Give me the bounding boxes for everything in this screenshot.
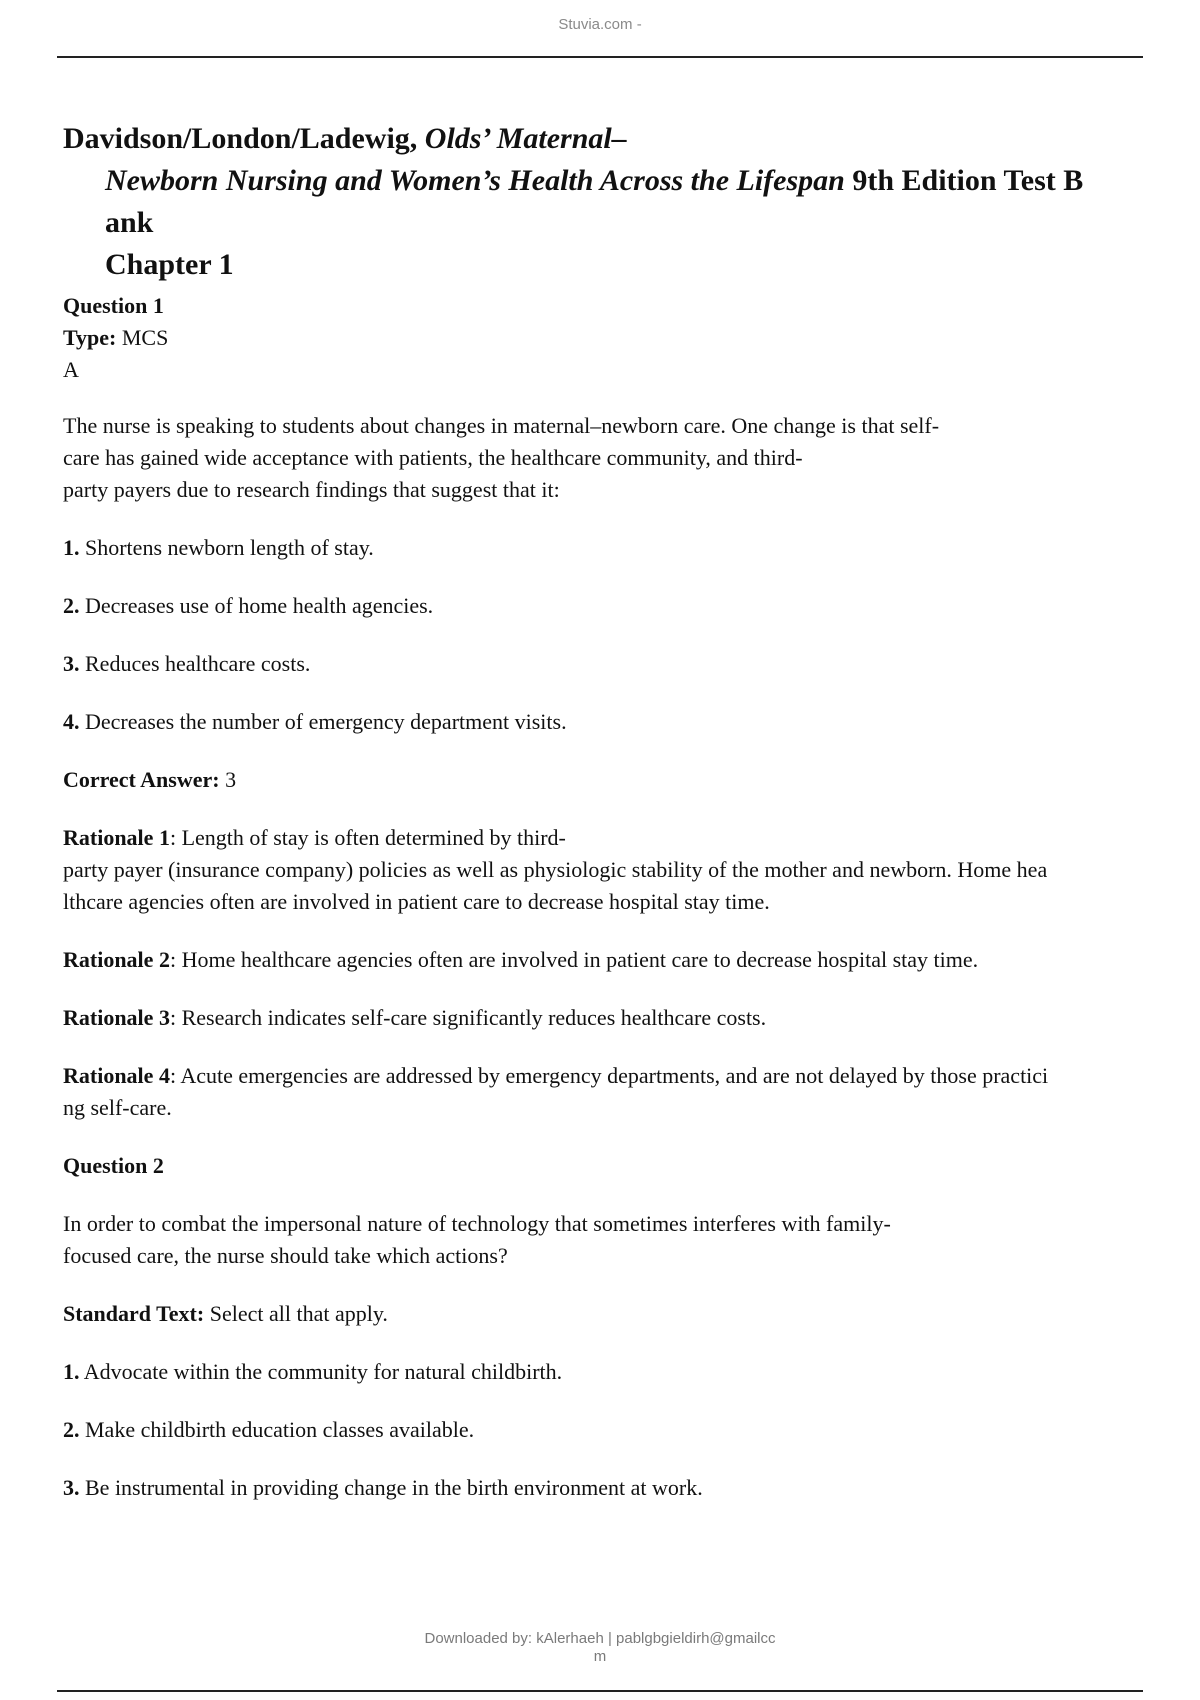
- type-label: Type:: [63, 325, 117, 350]
- stem-line: In order to combat the impersonal nature of technology that sometimes interferes with family-: [63, 1211, 891, 1236]
- rationale-label: Rationale 3: [63, 1005, 170, 1030]
- option-number: 4.: [63, 709, 80, 734]
- question-1-meta: [63, 290, 1173, 386]
- q2-option-2: [63, 1414, 1173, 1446]
- stem-line: The nurse is speaking to students about changes in maternal–newborn care. One change is that self-: [63, 413, 940, 438]
- q1-option-1: [63, 532, 1173, 564]
- question-2-heading: [63, 1150, 1173, 1182]
- q1-option-4: [63, 706, 1173, 738]
- standard-text-value: Select all that apply.: [204, 1301, 388, 1326]
- rationale-2: [63, 944, 1173, 976]
- stem-line: care has gained wide acceptance with patients, the healthcare community, and third-: [63, 445, 803, 470]
- title-edition: 9th Edition Test B: [844, 164, 1084, 197]
- rationale-text: party payer (insurance company) policies as well as physiologic stability of the mother and newborn. Home hea: [63, 857, 1048, 882]
- question-2-heading-text: Question 2: [63, 1153, 164, 1178]
- standard-text: [63, 1298, 1173, 1330]
- chapter-heading: Chapter 1: [105, 248, 234, 281]
- rationale-text: : Home healthcare agencies often are involved in patient care to decrease hospital stay time.: [169, 947, 979, 972]
- option-number: 1.: [63, 1359, 80, 1384]
- q1-option-2: [63, 590, 1173, 622]
- option-number: 2.: [63, 1417, 80, 1442]
- option-number: 1.: [63, 535, 80, 560]
- title-book-part2: Newborn Nursing and Women’s Health Across the Lifespan: [105, 164, 845, 197]
- question-1-letter: A: [63, 357, 79, 382]
- footer-line-1: Downloaded by: kAlerhaeh | pablgbgieldirh@gmailcc: [424, 1630, 776, 1647]
- correct-answer-value: 3: [219, 767, 237, 792]
- rationale-4: [63, 1060, 1173, 1124]
- option-text: Be instrumental in providing change in the birth environment at work.: [79, 1475, 703, 1500]
- option-text: Reduces healthcare costs.: [79, 651, 311, 676]
- correct-answer-label: Correct Answer:: [63, 767, 220, 792]
- q2-option-3: [63, 1472, 1173, 1504]
- option-text: Make childbirth education classes available.: [79, 1417, 475, 1442]
- title-book-part1: Olds’ Maternal–: [424, 122, 627, 155]
- option-text: Advocate within the community for natural childbirth.: [79, 1359, 563, 1384]
- rationale-text: : Length of stay is often determined by third-: [169, 825, 566, 850]
- q2-option-1: [63, 1356, 1173, 1388]
- title-edition-tail: ank: [105, 206, 154, 239]
- rationale-text: : Research indicates self-care significantly reduces healthcare costs.: [169, 1005, 767, 1030]
- footer-rule: [57, 1690, 1143, 1692]
- question-1-heading: Question 1: [63, 293, 164, 318]
- download-footer: [0, 1630, 1200, 1666]
- option-text: Decreases use of home health agencies.: [79, 593, 434, 618]
- footer-line-2: m: [593, 1648, 607, 1665]
- site-name[interactable]: Stuvia.com: [558, 16, 633, 33]
- type-value: MCS: [116, 325, 169, 350]
- rationale-text: ng self-care.: [63, 1095, 172, 1120]
- option-text: Decreases the number of emergency department visits.: [79, 709, 567, 734]
- site-header: [0, 16, 1200, 33]
- correct-answer: [63, 764, 1173, 796]
- header-rule: [57, 56, 1143, 58]
- rationale-text: : Acute emergencies are addressed by emergency departments, and are not delayed by those practici: [169, 1063, 1049, 1088]
- option-number: 2.: [63, 593, 80, 618]
- rationale-3: [63, 1002, 1173, 1034]
- question-1-stem: [63, 410, 1173, 506]
- rationale-text: lthcare agencies often are involved in patient care to decrease hospital stay time.: [63, 889, 770, 914]
- standard-text-label: Standard Text:: [63, 1301, 205, 1326]
- rationale-label: Rationale 1: [63, 825, 170, 850]
- option-text: Shortens newborn length of stay.: [79, 535, 374, 560]
- title-authors: Davidson/London/Ladewig,: [63, 122, 425, 155]
- header-separator: -: [636, 16, 642, 33]
- option-number: 3.: [63, 651, 80, 676]
- rationale-1: [63, 822, 1173, 918]
- option-number: 3.: [63, 1475, 80, 1500]
- document-body: [63, 118, 1173, 1504]
- stem-line: focused care, the nurse should take which actions?: [63, 1243, 508, 1268]
- rationale-label: Rationale 4: [63, 1063, 170, 1088]
- question-2-stem: [63, 1208, 1173, 1272]
- stem-line: party payers due to research findings that suggest that it:: [63, 477, 560, 502]
- q1-option-3: [63, 648, 1173, 680]
- rationale-label: Rationale 2: [63, 947, 170, 972]
- document-title: [63, 118, 1173, 286]
